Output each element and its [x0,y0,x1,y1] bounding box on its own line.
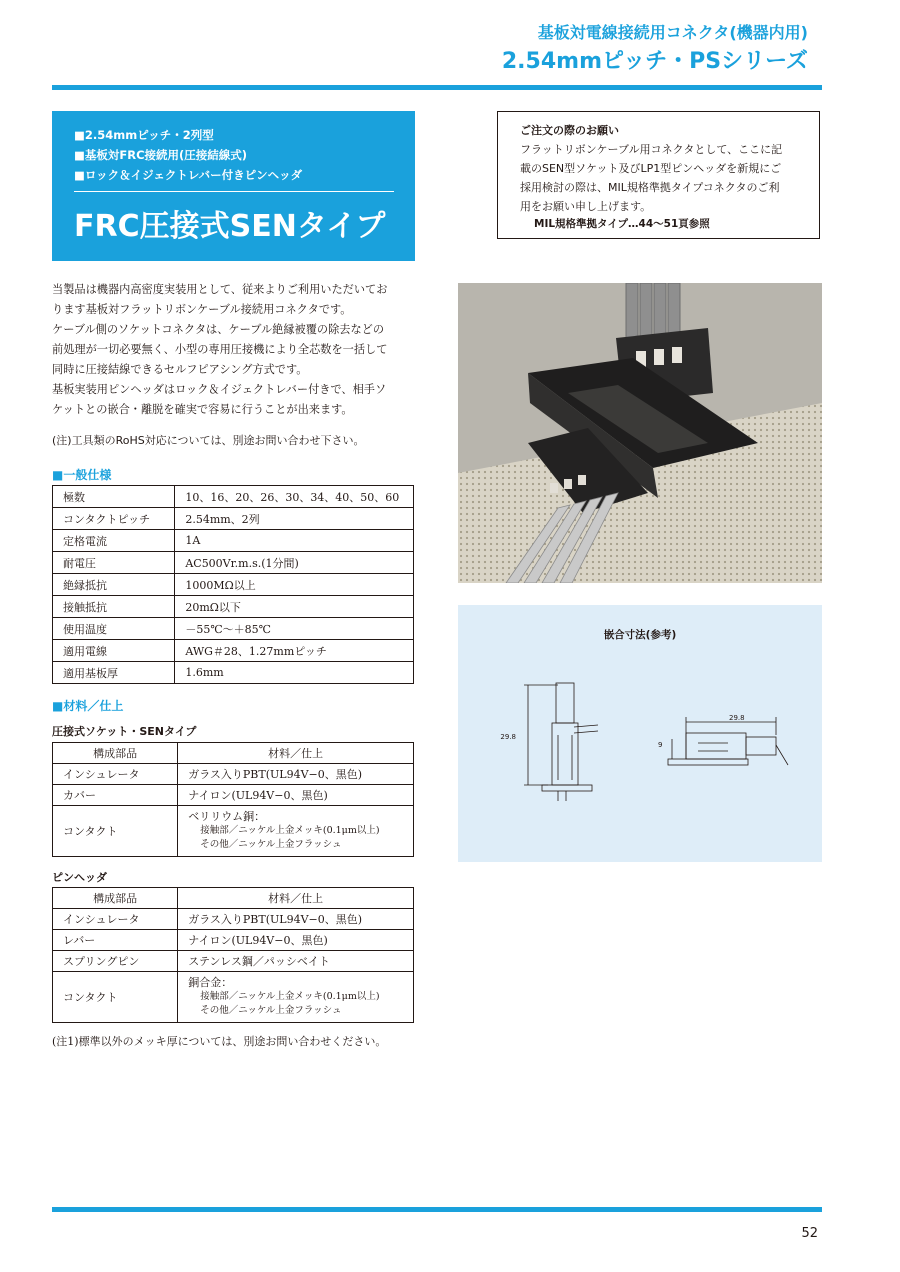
spec-value: －55℃～＋85℃ [175,618,414,640]
materials-heading: ■材料／仕上 [52,699,124,713]
connector-illustration [458,283,822,583]
pin-header-subheading: ピンヘッダ [52,871,107,884]
spec-key: 適用電線 [53,640,175,662]
column-header: 構成部品 [53,888,178,909]
product-photo [458,283,822,583]
feature-box [52,111,415,261]
feature-divider [74,191,394,192]
part-name: インシュレータ [53,764,178,785]
spec-value: AC500Vr.m.s.(1分間) [175,552,414,574]
material-contact [178,806,414,857]
notice-line: フラットリボンケーブル用コネクタとして、ここに記 [520,143,783,156]
material-detail: その他／ニッケル上金フラッシュ [200,1005,342,1016]
table-header-row [53,888,414,909]
material-detail: その他／ニッケル上金フラッシュ [200,839,342,850]
product-name: FRC圧接式SENタイプ [74,209,386,244]
table-row [53,530,414,552]
dimension-height: 29.8 [500,733,516,741]
intro-line: 同時に圧接結線できるセルフピアシング方式です。 [52,363,308,376]
material: ガラス入りPBT(UL94V−0、黒色) [178,909,414,930]
material: ナイロン(UL94V−0、黒色) [178,930,414,951]
table-row [53,806,414,857]
spec-key: コンタクトピッチ [53,508,175,530]
fitting-dimension-panel [458,605,822,862]
general-spec-table [52,485,414,684]
spec-key: 適用基板厚 [53,662,175,684]
material: ステンレス鋼／パッシベイト [178,951,414,972]
feature-item: ■2.54mmピッチ・2列型 [74,128,214,142]
feature-item: ■ロック＆イジェクトレバー付きピンヘッダ [74,168,303,182]
material-detail: 接触部／ニッケル上金メッキ(0.1μm以上) [200,991,380,1002]
material: 銅合金： [188,976,233,989]
table-header-row [53,743,414,764]
material: ナイロン(UL94V−0、黒色) [178,785,414,806]
series-title: 2.54mmピッチ・PSシリーズ [501,49,808,74]
part-name: スプリングピン [53,951,178,972]
notice-title: ご注文の際のお願い [520,124,619,137]
material: ベリリウム銅： [188,810,266,823]
spec-key: 接触抵抗 [53,596,175,618]
category-title: 基板対電線接続用コネクタ(機器内用) [537,23,808,42]
table-row [53,508,414,530]
table-row [53,930,414,951]
table-row [53,552,414,574]
notice-reference: MIL規格準拠タイプ…44～51頁参照 [534,218,710,230]
spec-value: 2.54mm、2列 [175,508,414,530]
notice-line: 採用検討の際は、MIL規格準拠タイプコネクタのご利 [520,181,780,194]
spec-value: 1A [175,530,414,552]
intro-line: ケットとの嵌合・離脱を確実で容易に行うことが出来ます。 [52,403,353,416]
spec-key: 極数 [53,486,175,508]
spec-key: 使用温度 [53,618,175,640]
header-divider [52,85,822,90]
intro-line: 基板実装用ピンヘッダはロック＆イジェクトレバー付きで、相手ソ [52,383,387,396]
diagram-title: 嵌合寸法(参考) [603,629,677,641]
intro-line: ケーブル側のソケットコネクタは、ケーブル絶縁被覆の除去などの [52,323,385,336]
rohs-note: (注)工具類のRoHS対応については、別途お問い合わせ下さい。 [52,434,365,447]
page-number: 52 [801,1226,818,1241]
spec-value: 20mΩ以下 [175,596,414,618]
material-detail: 接触部／ニッケル上金メッキ(0.1μm以上) [200,825,380,836]
column-header: 構成部品 [53,743,178,764]
spec-key: 耐電圧 [53,552,175,574]
intro-text [52,280,412,420]
footer-divider [52,1207,822,1212]
part-name: インシュレータ [53,909,178,930]
spec-key: 定格電流 [53,530,175,552]
table-row [53,764,414,785]
table-row [53,618,414,640]
table-row [53,909,414,930]
plating-note: (注1)標準以外のメッキ厚については、別途お問い合わせください。 [52,1035,387,1048]
table-row [53,951,414,972]
table-row [53,785,414,806]
part-name: カバー [53,785,178,806]
table-row [53,596,414,618]
table-row [53,486,414,508]
column-header: 材料／仕上 [178,888,414,909]
socket-subheading: 圧接式ソケット・SENタイプ [52,725,197,738]
spec-key: 絶縁抵抗 [53,574,175,596]
intro-line: ります基板対フラットリボンケーブル接続用コネクタです。 [52,303,352,316]
notice-line: 用をお願い申し上げます。 [520,200,652,213]
part-name: コンタクト [53,806,178,857]
general-spec-heading: ■一般仕様 [52,468,112,482]
material: ガラス入りPBT(UL94V−0、黒色) [178,764,414,785]
intro-line: 前処理が一切必要無く、小型の専用圧接機により全芯数を一括して [52,343,388,356]
table-row [53,640,414,662]
notice-line: 載のSEN型ソケット及びLP1型ピンヘッダを新規にご [520,162,782,175]
spec-value: 10、16、20、26、30、34、40、50、60 [175,486,414,508]
dimension-small: 9 [658,741,663,749]
socket-material-table [52,742,414,857]
feature-item: ■基板対FRC接続用(圧接結線式) [74,148,248,162]
part-name: コンタクト [53,972,178,1023]
dimension-width: 29.8 [729,714,745,722]
part-name: レバー [53,930,178,951]
material-contact [178,972,414,1023]
order-notice-box [497,111,820,239]
column-header: 材料／仕上 [178,743,414,764]
pin-header-material-table [52,887,414,1023]
table-row [53,972,414,1023]
spec-value: 1000MΩ以上 [175,574,414,596]
table-row [53,662,414,684]
spec-value: AWG＃28、1.27mmピッチ [175,640,414,662]
spec-value: 1.6mm [175,662,414,684]
table-row [53,574,414,596]
intro-line: 当製品は機器内高密度実装用として、従来よりご利用いただいてお [52,283,388,296]
